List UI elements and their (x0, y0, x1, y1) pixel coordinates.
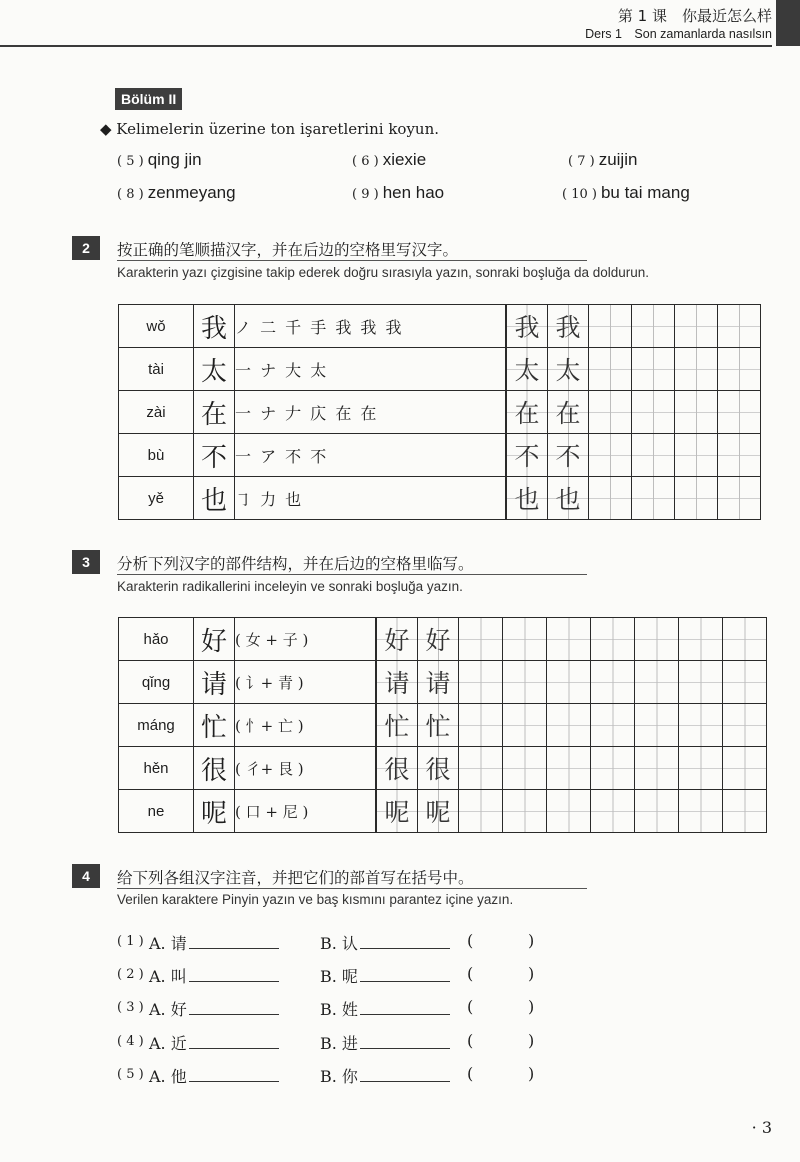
character-cell: 好 (194, 618, 235, 661)
practice-cell[interactable] (718, 391, 761, 434)
word-number: ( 7 ) (568, 154, 595, 169)
trace-cell: 忙 (418, 704, 459, 747)
practice-cell[interactable] (718, 434, 761, 477)
option-b (320, 997, 450, 1020)
character-cell: 也 (194, 477, 235, 520)
answer-blank[interactable] (360, 1034, 450, 1049)
pinyin-question (117, 931, 557, 955)
section-title-chinese: 分析下列汉字的部件结构，并在后边的空格里临写。 (117, 555, 474, 573)
practice-cell[interactable] (547, 790, 591, 833)
practice-cell[interactable] (503, 790, 547, 833)
word-item (117, 150, 202, 170)
practice-cell[interactable] (589, 391, 632, 434)
section-title-turkish: Karakterin radikallerini inceleyin ve sonraki boşluğa yazın. (117, 579, 463, 594)
section-number: 3 (72, 550, 100, 574)
section-rule (117, 260, 587, 261)
table-row (119, 661, 767, 704)
word-text: xiexie (382, 150, 427, 169)
practice-cell[interactable] (591, 661, 635, 704)
character-cell: 太 (194, 348, 235, 391)
stroke-sequence: 一 ナ 𠂇 庂 在 在 (235, 391, 507, 434)
practice-cell[interactable] (591, 704, 635, 747)
character-cell: 不 (194, 434, 235, 477)
practice-cell[interactable] (675, 305, 718, 348)
option-b-label: B. 姓 (320, 1000, 358, 1019)
table-row (119, 348, 761, 391)
option-a-label: A. 好 (149, 1000, 187, 1019)
practice-cell[interactable] (723, 790, 767, 833)
component-breakdown: ( 彳+ 艮 ) (235, 747, 377, 790)
option-b (320, 964, 450, 987)
trace-cell: 不 (548, 434, 589, 477)
stroke-sequence: ノ 二 千 手 我 我 我 (235, 305, 507, 348)
option-a (149, 1064, 279, 1087)
word-text: zuijin (598, 150, 638, 169)
tone-instruction: ◆ Kelimelerin üzerine ton işaretlerini koyun. (100, 120, 440, 138)
section-rule (117, 888, 587, 889)
option-a (149, 1031, 279, 1054)
answer-blank[interactable] (360, 967, 450, 982)
radical-table (118, 617, 767, 833)
pinyin-cell: qǐng (119, 661, 194, 704)
radical-paren-open[interactable]: ( (467, 1064, 474, 1083)
word-number: ( 8 ) (117, 187, 144, 202)
practice-cell[interactable] (547, 618, 591, 661)
practice-cell[interactable] (635, 747, 679, 790)
trace-cell: 很 (418, 747, 459, 790)
table-row (119, 747, 767, 790)
word-number: ( 9 ) (352, 187, 379, 202)
answer-blank[interactable] (189, 934, 279, 949)
character-cell: 很 (194, 747, 235, 790)
practice-cell[interactable] (723, 618, 767, 661)
answer-blank[interactable] (189, 967, 279, 982)
option-b (320, 1031, 450, 1054)
option-a (149, 931, 279, 954)
stroke-sequence: 一 ア 不 不 (235, 434, 507, 477)
pinyin-cell: máng (119, 704, 194, 747)
trace-cell: 好 (418, 618, 459, 661)
option-b-label: B. 进 (320, 1034, 358, 1053)
character-cell: 在 (194, 391, 235, 434)
word-number: ( 5 ) (117, 154, 144, 169)
practice-cell[interactable] (679, 704, 723, 747)
option-b-label: B. 呢 (320, 967, 358, 986)
word-text: qing jin (147, 150, 202, 169)
word-text: zenmeyang (147, 183, 236, 202)
word-item (352, 183, 444, 203)
table-row (119, 305, 761, 348)
pinyin-cell: wǒ (119, 305, 194, 348)
option-a-label: A. 请 (149, 934, 187, 953)
pinyin-question (117, 964, 557, 988)
stroke-order-table (118, 304, 761, 520)
trace-cell: 很 (376, 747, 418, 790)
practice-cell[interactable] (635, 704, 679, 747)
practice-cell[interactable] (589, 434, 632, 477)
character-cell: 呢 (194, 790, 235, 833)
stroke-sequence: ㇆ 力 也 (235, 477, 507, 520)
pinyin-cell: hǎo (119, 618, 194, 661)
trace-cell: 我 (506, 305, 548, 348)
table-row (119, 434, 761, 477)
practice-cell[interactable] (679, 618, 723, 661)
radical-paren-close: ) (528, 997, 535, 1016)
practice-cell[interactable] (589, 348, 632, 391)
word-text: hen hao (382, 183, 445, 202)
practice-cell[interactable] (503, 618, 547, 661)
practice-cell[interactable] (503, 661, 547, 704)
trace-cell: 呢 (376, 790, 418, 833)
section-rule (117, 574, 587, 575)
radical-paren-close: ) (528, 931, 535, 950)
answer-blank[interactable] (189, 1000, 279, 1015)
section-number: 4 (72, 864, 100, 888)
answer-blank[interactable] (189, 1067, 279, 1082)
pinyin-cell: bù (119, 434, 194, 477)
section-badge: Bölüm II (115, 88, 182, 110)
page-number: · 3 (751, 1118, 772, 1137)
table-row (119, 391, 761, 434)
character-cell: 忙 (194, 704, 235, 747)
practice-cell[interactable] (591, 747, 635, 790)
practice-cell[interactable] (675, 477, 718, 520)
answer-blank[interactable] (189, 1034, 279, 1049)
trace-cell: 也 (548, 477, 589, 520)
pinyin-question (117, 1031, 557, 1055)
practice-cell[interactable] (718, 305, 761, 348)
practice-cell[interactable] (675, 391, 718, 434)
radical-paren-close: ) (528, 1064, 535, 1083)
practice-cell[interactable] (591, 790, 635, 833)
practice-cell[interactable] (679, 747, 723, 790)
practice-cell[interactable] (589, 477, 632, 520)
practice-cell[interactable] (459, 704, 503, 747)
radical-paren-open[interactable]: ( (467, 997, 474, 1016)
pinyin-cell: zài (119, 391, 194, 434)
radical-paren-open[interactable]: ( (467, 931, 474, 950)
table-row (119, 704, 767, 747)
question-number: ( 5 ) (117, 1067, 144, 1082)
option-a (149, 997, 279, 1020)
section-title-turkish: Verilen karaktere Pinyin yazın ve baş kısmını parantez içine yazın. (117, 892, 514, 907)
practice-cell[interactable] (632, 391, 675, 434)
practice-cell[interactable] (679, 790, 723, 833)
header-tab (776, 0, 800, 46)
option-b (320, 931, 450, 954)
option-b (320, 1064, 450, 1087)
trace-cell: 在 (548, 391, 589, 434)
pinyin-question (117, 997, 557, 1021)
pinyin-cell: hěn (119, 747, 194, 790)
practice-cell[interactable] (547, 704, 591, 747)
practice-cell[interactable] (589, 305, 632, 348)
question-number: ( 3 ) (117, 1000, 144, 1015)
practice-cell[interactable] (459, 747, 503, 790)
practice-cell[interactable] (723, 661, 767, 704)
table-row (119, 790, 767, 833)
word-text: bu tai mang (600, 183, 690, 202)
practice-cell[interactable] (547, 661, 591, 704)
option-a-label: A. 叫 (149, 967, 187, 986)
word-item (568, 150, 637, 170)
practice-cell[interactable] (547, 747, 591, 790)
practice-cell[interactable] (632, 348, 675, 391)
trace-cell: 请 (418, 661, 459, 704)
section-title-chinese: 给下列各组汉字注音，并把它们的部首写在括号中。 (117, 869, 474, 887)
component-breakdown: ( 女 + 子 ) (235, 618, 377, 661)
practice-cell[interactable] (503, 704, 547, 747)
question-number: ( 2 ) (117, 967, 144, 982)
section-title-turkish: Karakterin yazı çizgisine takip ederek doğru sırasıyla yazın, sonraki boşluğa da doldurun. (117, 265, 650, 280)
radical-paren-open[interactable]: ( (467, 964, 474, 983)
answer-blank[interactable] (360, 1000, 450, 1015)
header-rule (0, 45, 772, 47)
component-breakdown: ( 忄+ 亡 ) (235, 704, 377, 747)
section-title-chinese: 按正确的笔顺描汉字，并在后边的空格里写汉字。 (117, 241, 459, 259)
practice-cell[interactable] (675, 434, 718, 477)
answer-blank[interactable] (360, 1067, 450, 1082)
practice-cell[interactable] (718, 348, 761, 391)
table-row (119, 477, 761, 520)
character-cell: 我 (194, 305, 235, 348)
practice-cell[interactable] (632, 305, 675, 348)
word-item (562, 183, 690, 203)
stroke-sequence: 一 ナ 大 太 (235, 348, 507, 391)
option-a (149, 964, 279, 987)
option-a-label: A. 他 (149, 1067, 187, 1086)
practice-cell[interactable] (591, 618, 635, 661)
question-number: ( 4 ) (117, 1034, 144, 1049)
practice-cell[interactable] (679, 661, 723, 704)
trace-cell: 忙 (376, 704, 418, 747)
lesson-title-turkish: Ders 1 Son zamanlarda nasılsın (585, 27, 772, 41)
radical-paren-close: ) (528, 1031, 535, 1050)
option-a-label: A. 近 (149, 1034, 187, 1053)
pinyin-cell: tài (119, 348, 194, 391)
practice-cell[interactable] (459, 661, 503, 704)
practice-cell[interactable] (635, 661, 679, 704)
trace-cell: 太 (548, 348, 589, 391)
radical-paren-open[interactable]: ( (467, 1031, 474, 1050)
section-number: 2 (72, 236, 100, 260)
word-number: ( 10 ) (562, 187, 597, 202)
trace-cell: 太 (506, 348, 548, 391)
pinyin-cell: ne (119, 790, 194, 833)
practice-cell[interactable] (459, 618, 503, 661)
component-breakdown: ( 口 + 尼 ) (235, 790, 377, 833)
trace-cell: 不 (506, 434, 548, 477)
word-item (117, 183, 236, 203)
practice-cell[interactable] (459, 790, 503, 833)
trace-cell: 在 (506, 391, 548, 434)
trace-cell: 也 (506, 477, 548, 520)
practice-cell[interactable] (635, 790, 679, 833)
practice-cell[interactable] (723, 704, 767, 747)
page-header (585, 6, 772, 42)
pinyin-question (117, 1064, 557, 1088)
trace-cell: 请 (376, 661, 418, 704)
trace-cell: 我 (548, 305, 589, 348)
component-breakdown: ( 讠+ 青 ) (235, 661, 377, 704)
practice-cell[interactable] (503, 747, 547, 790)
character-cell: 请 (194, 661, 235, 704)
practice-cell[interactable] (632, 477, 675, 520)
option-b-label: B. 认 (320, 934, 358, 953)
radical-paren-close: ) (528, 964, 535, 983)
trace-cell: 呢 (418, 790, 459, 833)
practice-cell[interactable] (635, 618, 679, 661)
practice-cell[interactable] (675, 348, 718, 391)
word-item (352, 150, 426, 170)
option-b-label: B. 你 (320, 1067, 358, 1086)
practice-cell[interactable] (632, 434, 675, 477)
table-row (119, 618, 767, 661)
pinyin-cell: yě (119, 477, 194, 520)
question-number: ( 1 ) (117, 934, 144, 949)
trace-cell: 好 (376, 618, 418, 661)
lesson-title-chinese: 第 1 课 你最近怎么样 (617, 7, 772, 25)
practice-cell[interactable] (718, 477, 761, 520)
practice-cell[interactable] (723, 747, 767, 790)
word-number: ( 6 ) (352, 154, 379, 169)
answer-blank[interactable] (360, 934, 450, 949)
